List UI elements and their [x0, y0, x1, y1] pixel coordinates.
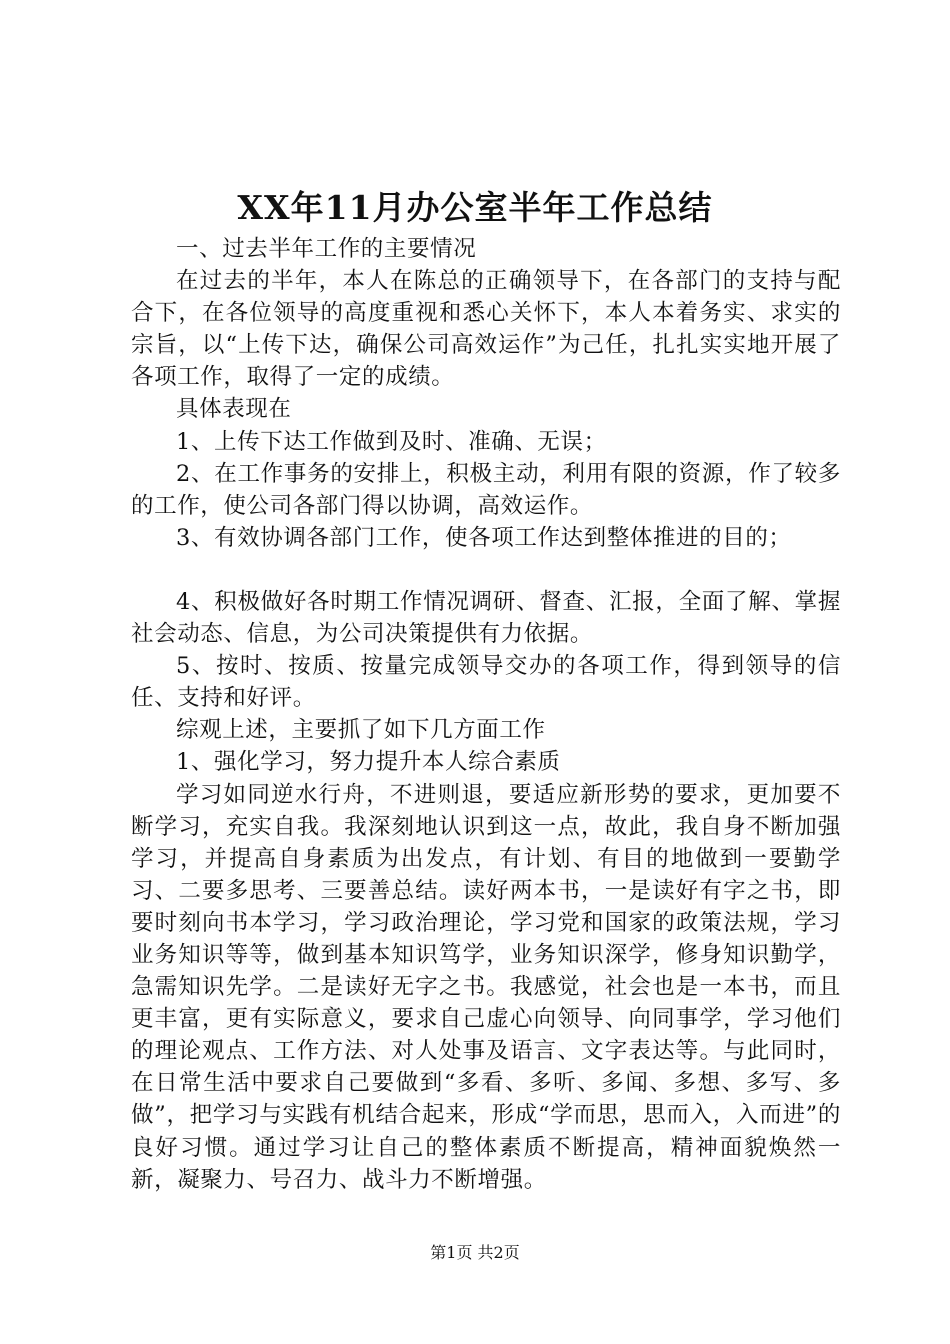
paragraph: 学习如同逆水行舟，不进则退，要适应新形势的要求，更加要不断学习，充实自我。我深刻地认识到这一点，故此，我自身不断加强学习，并提高自身素质为出发点，有计划、有目的地做到一要勤学习、二要多思考、三要善总结。读好两本书，一是读好有字之书，即要时刻向书本学习，学习政治理论，学习党和国家的政策法规，学习业务知识等等，做到基本知识笃学，业务知识深学，修身知识勤学，急需知识先学。二是读好无字之书。我感觉，社会也是一本书，而且更丰富，更有实际意义，要求自己虚心向领导、向同事学，学习他们的理论观点、工作方法、对人处事及语言、文字表达等。与此同时，在日常生活中要求自己要做到“多看、多听、多闻、多想、多写、多做”，把学习与实践有机结合起来，形成“学而思，思而入，入而进”的良好习惯。通过学习让自己的整体素质不断提高，精神面貌焕然一新，凝聚力、号召力、战斗力不断增强。: [131, 781, 841, 1193]
paragraph: 综观上述，主要抓了如下几方面工作: [176, 717, 546, 744]
section-heading: 一、过去半年工作的主要情况: [176, 236, 477, 262]
list-item: 2、在工作事务的安排上，积极主动，利用有限的资源，作了较多的工作，使公司各部门得以协调，高效运作。: [131, 460, 841, 519]
paragraph: 具体表现在: [176, 396, 292, 423]
list-item: 1、上传下达工作做到及时、准确、无误；: [176, 428, 607, 455]
page-footer: 第1页 共2页: [430, 1243, 520, 1262]
list-item: 3、有效协调各部门工作，使各项工作达到整体推进的目的；: [176, 524, 792, 551]
document-title: XX年11月办公室半年工作总结: [237, 188, 713, 227]
subsection-heading: 1、强化学习，努力提升本人综合素质: [176, 749, 561, 776]
document-body: [131, 233, 841, 1196]
paragraph: 在过去的半年，本人在陈总的正确领导下，在各部门的支持与配合下，在各位领导的高度重视和悉心关怀下，本人本着务实、求实的宗旨，以“上传下达，确保公司高效运作”为己任，扎扎实实地开展了各项工作，取得了一定的成绩。: [131, 268, 841, 391]
list-item: 4、积极做好各时期工作情况调研、督查、汇报，全面了解、掌握社会动态、信息，为公司决策提供有力依据。: [131, 588, 841, 648]
list-item: 5、按时、按质、按量完成领导交办的各项工作，得到领导的信任、支持和好评。: [131, 653, 841, 712]
